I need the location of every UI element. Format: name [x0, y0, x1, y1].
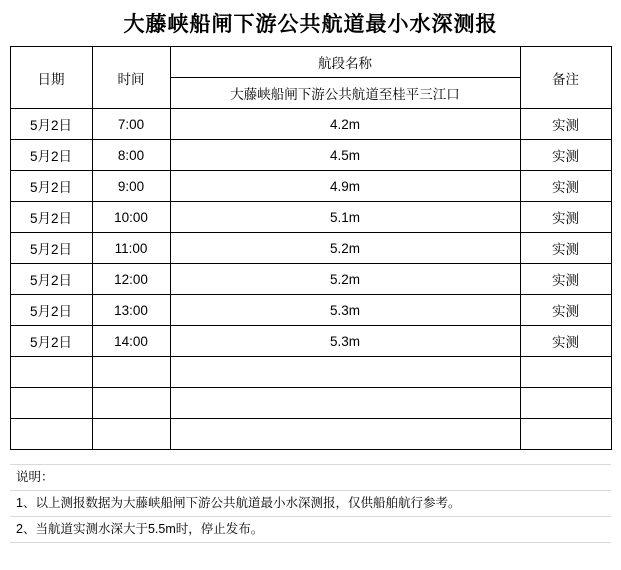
cell-time: 7:00 — [92, 109, 170, 140]
cell-date — [10, 419, 92, 450]
cell-date: 5月2日 — [10, 233, 92, 264]
cell-depth: 4.5m — [170, 140, 520, 171]
cell-time: 12:00 — [92, 264, 170, 295]
cell-date: 5月2日 — [10, 295, 92, 326]
table-row-empty — [10, 419, 611, 450]
cell-time: 11:00 — [92, 233, 170, 264]
cell-depth — [170, 419, 520, 450]
cell-date — [10, 388, 92, 419]
cell-depth: 5.2m — [170, 264, 520, 295]
cell-time: 10:00 — [92, 202, 170, 233]
header-note: 备注 — [520, 47, 611, 109]
cell-time — [92, 419, 170, 450]
header-time: 时间 — [92, 47, 170, 109]
table-row — [10, 264, 611, 295]
header-date: 日期 — [10, 47, 92, 109]
cell-depth: 5.2m — [170, 233, 520, 264]
cell-time: 8:00 — [92, 140, 170, 171]
table-header-row-top — [10, 47, 611, 78]
water-depth-table — [10, 46, 612, 450]
page-title: 大藤峡船闸下游公共航道最小水深测报 — [123, 13, 498, 36]
cell-date: 5月2日 — [10, 326, 92, 357]
table-row — [10, 295, 611, 326]
cell-date — [10, 357, 92, 388]
cell-note: 实测 — [520, 295, 611, 326]
cell-depth — [170, 357, 520, 388]
cell-note — [520, 357, 611, 388]
cell-time: 13:00 — [92, 295, 170, 326]
table-row — [10, 140, 611, 171]
table-row-empty — [10, 357, 611, 388]
cell-time: 14:00 — [92, 326, 170, 357]
cell-depth: 4.2m — [170, 109, 520, 140]
cell-date: 5月2日 — [10, 171, 92, 202]
notes-section — [10, 464, 611, 543]
cell-date: 5月2日 — [10, 109, 92, 140]
table-row — [10, 109, 611, 140]
cell-depth: 5.3m — [170, 326, 520, 357]
cell-depth: 4.9m — [170, 171, 520, 202]
table-row — [10, 202, 611, 233]
header-route-group: 航段名称 — [170, 47, 520, 78]
table-row-empty — [10, 388, 611, 419]
cell-date: 5月2日 — [10, 140, 92, 171]
cell-note: 实测 — [520, 202, 611, 233]
cell-time — [92, 357, 170, 388]
cell-depth — [170, 388, 520, 419]
cell-note: 实测 — [520, 326, 611, 357]
table-row — [10, 233, 611, 264]
cell-note — [520, 388, 611, 419]
header-route-sub: 大藤峡船闸下游公共航道至桂平三江口 — [170, 78, 520, 109]
cell-note: 实测 — [520, 140, 611, 171]
cell-note: 实测 — [520, 109, 611, 140]
cell-note — [520, 419, 611, 450]
cell-note: 实测 — [520, 171, 611, 202]
cell-note: 实测 — [520, 264, 611, 295]
cell-time: 9:00 — [92, 171, 170, 202]
cell-note: 实测 — [520, 233, 611, 264]
cell-time — [92, 388, 170, 419]
cell-date: 5月2日 — [10, 264, 92, 295]
note-item-1: 1、以上测报数据为大藤峡船闸下游公共航道最小水深测报，仅供船舶航行参考。 — [10, 491, 611, 517]
cell-date: 5月2日 — [10, 202, 92, 233]
table-row — [10, 171, 611, 202]
note-item-2: 2、当航道实测水深大于5.5m时，停止发布。 — [10, 517, 611, 543]
table-row — [10, 326, 611, 357]
notes-heading: 说明： — [10, 464, 611, 491]
cell-depth: 5.1m — [170, 202, 520, 233]
cell-depth: 5.3m — [170, 295, 520, 326]
